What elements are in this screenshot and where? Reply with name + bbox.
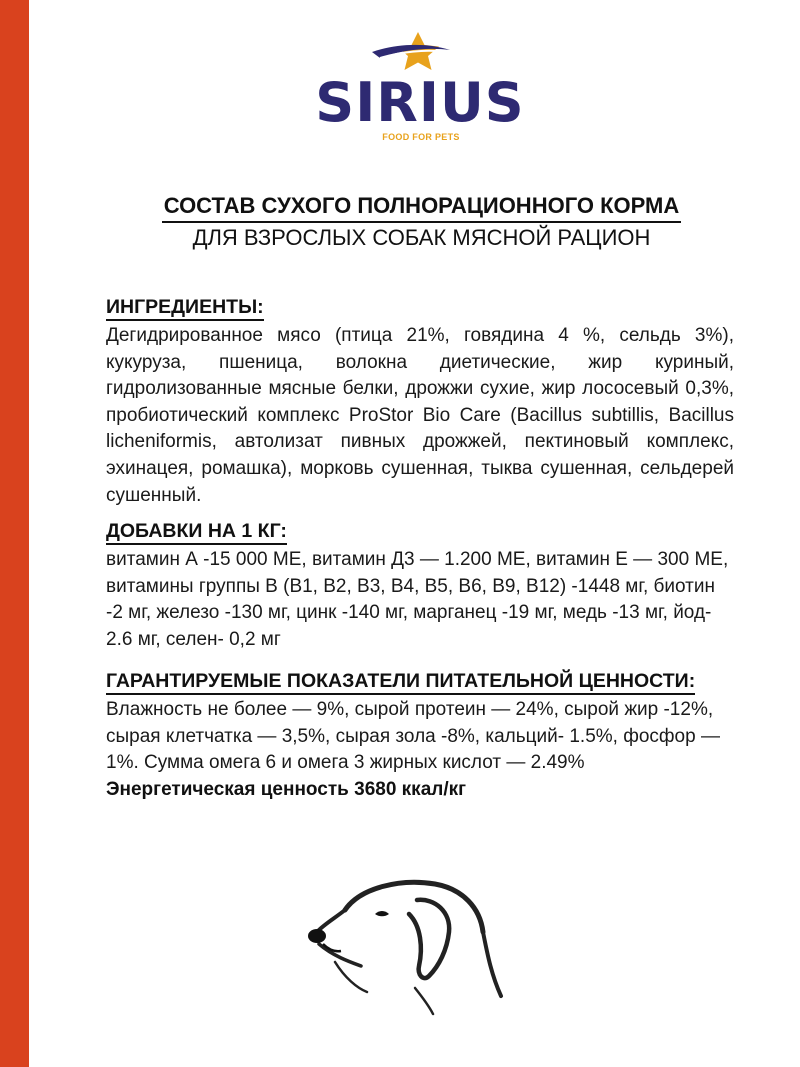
nutrition-heading: ГАРАНТИРУЕМЫЕ ПОКАЗАТЕЛИ ПИТАТЕЛЬНОЙ ЦЕННОСТИ: bbox=[106, 670, 695, 695]
additives-text: витамин А -15 000 МЕ, витамин Д3 — 1.200 МЕ, витамин Е — 300 МЕ, витамины группы В (В1, В2, В3, В4, В5, В6, В9, В12) -1448 мг, биотин -2 мг, железо -130 мг, цинк -140 мг, марганец -19 мг, медь -13 мг, йод- 2.6 мг, селен- 0,2 мг bbox=[106, 549, 729, 650]
additives-section bbox=[106, 520, 734, 653]
side-stripe bbox=[0, 0, 29, 1067]
ingredients-text: Дегидрированное мясо (птица 21%, говядина 4 %, сельдь 3%), кукуруза, пшеница, волокна диетические, жир куриный, гидролизованные мясные белки, дрожжи сухие, жир лососевый 0,3%, пробиотический комплекс ProStor Bio Care (Bacillus subtillis, Bacillus licheniformis, автолизат пивных дрожжей, пектиновый комплекс, эхинацея, ромашка), морковь сушенная, тыква сушенная, сельдерей сушенный. bbox=[106, 325, 734, 506]
brand-name: SIRIUS bbox=[315, 71, 525, 134]
title-line-2: ДЛЯ ВЗРОСЛЫХ СОБАК МЯСНОЙ РАЦИОН bbox=[192, 225, 651, 250]
energy-value: Энергетическая ценность 3680 ккал/кг bbox=[106, 778, 467, 800]
nutrition-section bbox=[106, 670, 734, 803]
title-line-1: СОСТАВ СУХОГО ПОЛНОРАЦИОННОГО КОРМА bbox=[162, 192, 682, 223]
ingredients-heading: ИНГРЕДИЕНТЫ: bbox=[106, 296, 264, 321]
ingredients-section bbox=[106, 296, 734, 509]
nutrition-text: Влажность не более — 9%, сырой протеин — 24%, сырой жир -12%, сырая клетчатка — 3,5%, сырая зола -8%, кальций- 1.5%, фосфор — 1%. Сумма омега 6 и омега 3 жирных кислот — 2.49% bbox=[106, 699, 720, 774]
page-title bbox=[100, 192, 743, 253]
dog-head-icon bbox=[305, 870, 505, 1020]
brand-tagline: FOOD FOR PETS bbox=[382, 132, 460, 142]
brand-logo bbox=[300, 30, 540, 142]
additives-heading: ДОБАВКИ НА 1 КГ: bbox=[106, 520, 287, 545]
dog-illustration bbox=[305, 870, 505, 1020]
